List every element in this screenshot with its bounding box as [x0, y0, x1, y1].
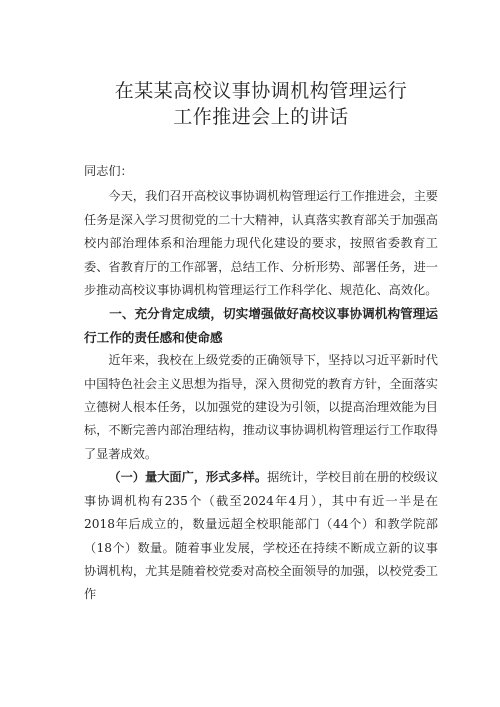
section-1-sub-1-heading: （一）量大面广，形式多样。 — [108, 470, 268, 485]
section-1-heading: 一、充分肯定成绩，切实增强做好高校议事协调机构管理运行工作的责任感和使命感 — [84, 306, 438, 345]
section-1-paragraph: 近年来，我校在上级党委的正确领导下，坚持以习近平新时代中国特色社会主义思想为指导，深入贯彻党的教育方针，全面落实立德树人根本任务，以加强党的建设为引领，以提高治理效能为目标，不断完善内部治理结构，推动议事协调机构管理运行工作取得了显著成效。 — [84, 353, 438, 461]
intro-paragraph: 今天，我们召开高校议事协调机构管理运行工作推进会，主要任务是深入学习贯彻党的二十大精神，认真落实教育部关于加强高校内部治理体系和治理能力现代化建设的要求，按照省委教育工委、省教育厅的工作部署，总结工作、分析形势、部署任务，进一步推动高校议事协调机构管理运行工作科学化、规范化、高效化。 — [84, 189, 438, 298]
title-line-2: 工作推进会上的讲话 — [173, 106, 349, 128]
salutation: 同志们： — [84, 164, 133, 178]
document-title — [84, 78, 438, 130]
title-line-1: 在某某高校议事协调机构管理运行 — [114, 80, 408, 102]
section-1-sub-1-text: 据统计，学校目前在册的校级议事协调机构有235个（截至2024年4月），其中有近一半是在2018年后成立的，数量远超全校职能部门（44个）和教学院部（18个）数量。随着事业发展，学校还在持续不断成立新的议事协调机构，尤其是随着校党委对高校全面领导的加强，以校党委工作 — [84, 470, 439, 602]
section-1-sub-1-paragraph — [84, 466, 438, 606]
